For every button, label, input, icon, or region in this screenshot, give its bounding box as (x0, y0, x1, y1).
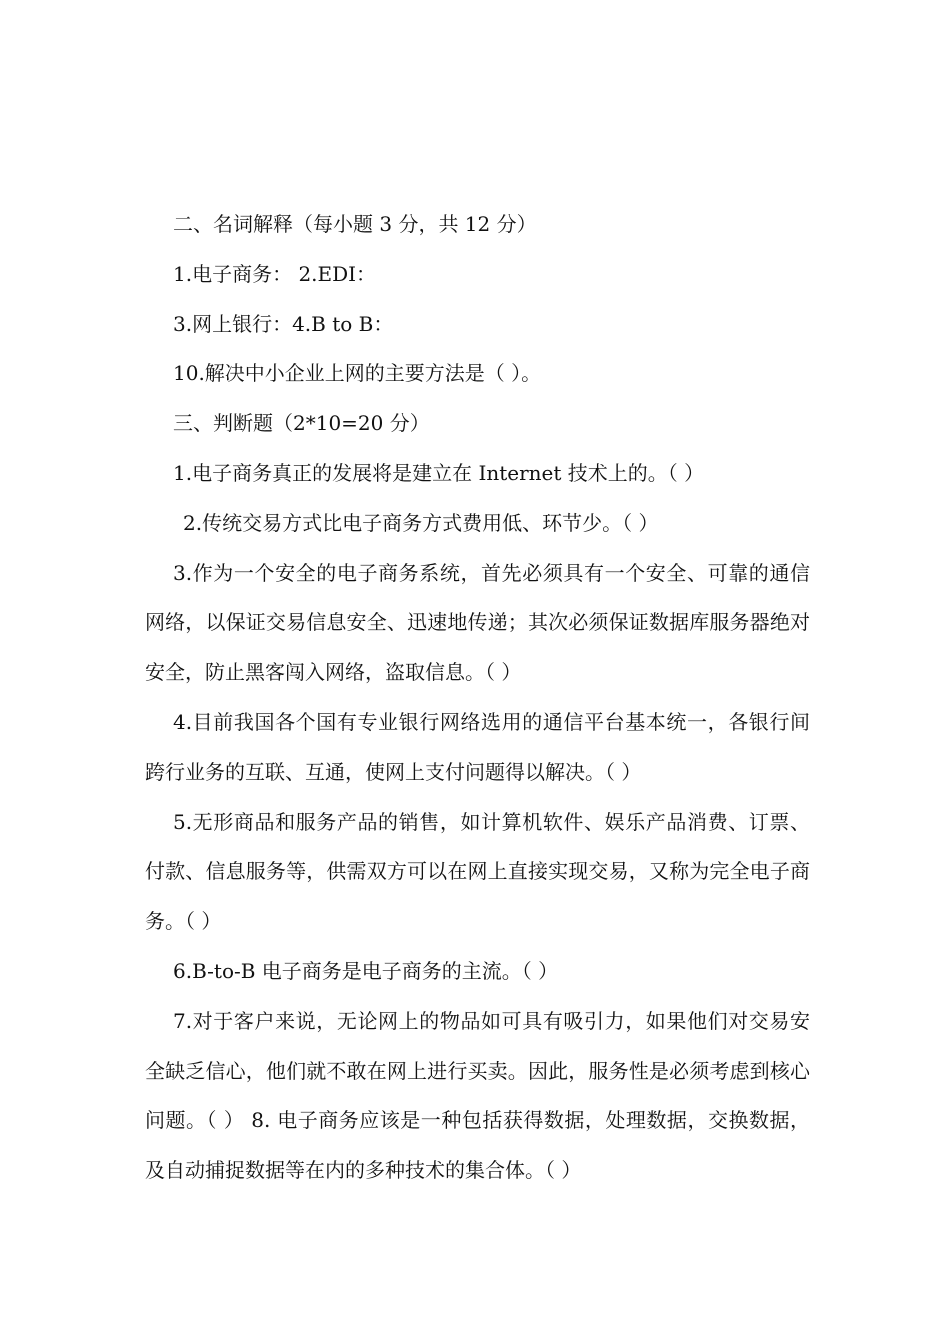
definition-items-1-2: 1.电子商务： 2.EDI： (173, 261, 377, 286)
true-false-question-4: 4.目前我国各个国有专业银行网络选用的通信平台基本统一，各银行间跨行业务的互联、互通，使网上支付问题得以解决。（ ） (145, 709, 810, 784)
true-false-question-5: 5.无形商品和服务产品的销售，如计算机软件、娱乐产品消费、订票、付款、信息服务等，供需双方可以在网上直接实现交易，又称为完全电子商务。（ ） (145, 809, 810, 934)
section-heading-true-false: 三、判断题（2*10=20 分） (173, 411, 430, 436)
true-false-question-7-8: 7.对于客户来说，无论网上的物品如可具有吸引力，如果他们对交易安全缺乏信心，他们就不敢在网上进行买卖。因此，服务性是必须考虑到核心问题。（ ） 8. 电子商务应该是一种包括获得数据，处理数据，交换数据，及自动捕捉数据等在内的多种技术的集合体。（ ） (145, 1008, 810, 1183)
document-body (145, 200, 810, 1196)
true-false-question-6: 6.B-to-B 电子商务是电子商务的主流。（ ） (173, 958, 559, 983)
definition-items-3-4: 3.网上银行：4.B to B： (173, 311, 394, 336)
true-false-question-1: 1.电子商务真正的发展将是建立在 Internet 技术上的。（ ） (173, 460, 705, 485)
true-false-question-3: 3.作为一个安全的电子商务系统，首先必须具有一个安全、可靠的通信网络，以保证交易信息安全、迅速地传递；其次必须保证数据库服务器绝对安全，防止黑客闯入网络，盗取信息。（ ） (145, 560, 810, 685)
section-heading-definitions: 二、名词解释（每小题 3 分，共 12 分） (173, 212, 537, 236)
true-false-question-2: 2.传统交易方式比电子商务方式费用低、环节少。（ ） (183, 510, 659, 535)
question-10: 10.解决中小企业上网的主要方法是（ ）。 (173, 361, 542, 386)
